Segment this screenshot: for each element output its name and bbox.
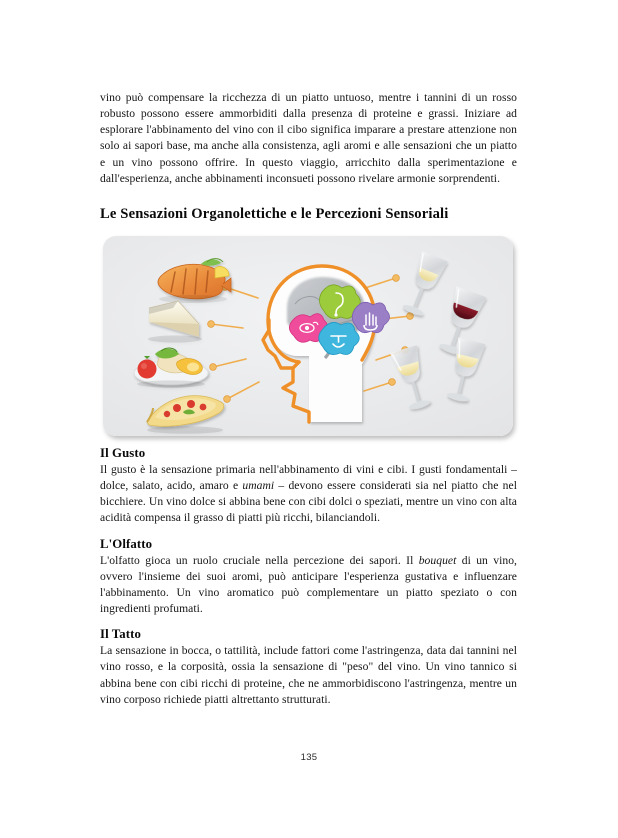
paragraph-gusto-part2: – devono essere considerati sia nel piatto che nel bicchiere. Un vino dolce si abbina bene con cibi dolci o speziati, mentre un vino con alta acidità compensa il grasso di piatti più ricchi, bilanciandoli.: [100, 479, 517, 525]
paragraph-olfatto-part2: di un vino, ovvero l'insieme dei suoi aromi, può anticipare l'esperienza gustativa e influenzare l'abbinamento. Un vino aromatico può complementare un piatto speziato o con ingredienti profumati.: [100, 553, 517, 616]
paragraph-olfatto-part1: L'olfatto gioca un ruolo cruciale nella percezione dei sapori. Il: [100, 553, 419, 567]
section-heading: Le Sensazioni Organolettiche e le Percezioni Sensoriali: [100, 205, 449, 222]
sensory-illustration-graphic: [103, 236, 513, 436]
paragraph-gusto: [100, 462, 517, 527]
paragraph-olfatto-italic: bouquet: [418, 553, 457, 567]
subheading-olfatto: L'Olfatto: [100, 536, 153, 551]
subheading-tatto: Il Tatto: [100, 627, 141, 642]
paragraph-tatto: [100, 643, 517, 708]
page-number: 135: [300, 752, 318, 763]
paragraph-tatto-part1: La sensazione in bocca, o tattilità, include fattori come l'astringenza, data dai tannini nel vino rosso, e la corposità, ossia la sensazione di "peso" del vino. Un vino tannico si abbina bene con cibi ricchi di proteine, che ne ammorbidiscono l'astringenza, mentre un vino corposo richiede piatti altrettanto strutturati.: [100, 644, 517, 706]
paragraph-gusto-part1: Il gusto è la sensazione primaria nell'abbinamento di vini e cibi. I gusti fondamentali – dolce, salato, acido, amaro e: [100, 462, 517, 493]
page-content: [100, 90, 517, 708]
sensory-illustration: [103, 236, 513, 436]
intro-paragraph: vino può compensare la ricchezza di un piatto untuoso, mentre i tannini di un rosso robusto possono essere ammorbiditi dalla presenza di proteine e grassi. Iniziare ad esplorare l'abbinamento del vino con il cibo significa imparare a prestare attenzione non solo ai sapori base, ma anche alla consistenza, agli aromi e alle sensazioni che un piatto e un vino possono offrire. In questo viaggio, arricchito dalla sperimentazione e dall'esperienza, anche abbinamenti inconsueti possono rivelare armonie sorprendenti.: [100, 91, 517, 185]
subheading-gusto: Il Gusto: [100, 445, 146, 460]
paragraph-gusto-italic: umami: [242, 479, 275, 493]
paragraph-olfatto: [100, 553, 517, 618]
